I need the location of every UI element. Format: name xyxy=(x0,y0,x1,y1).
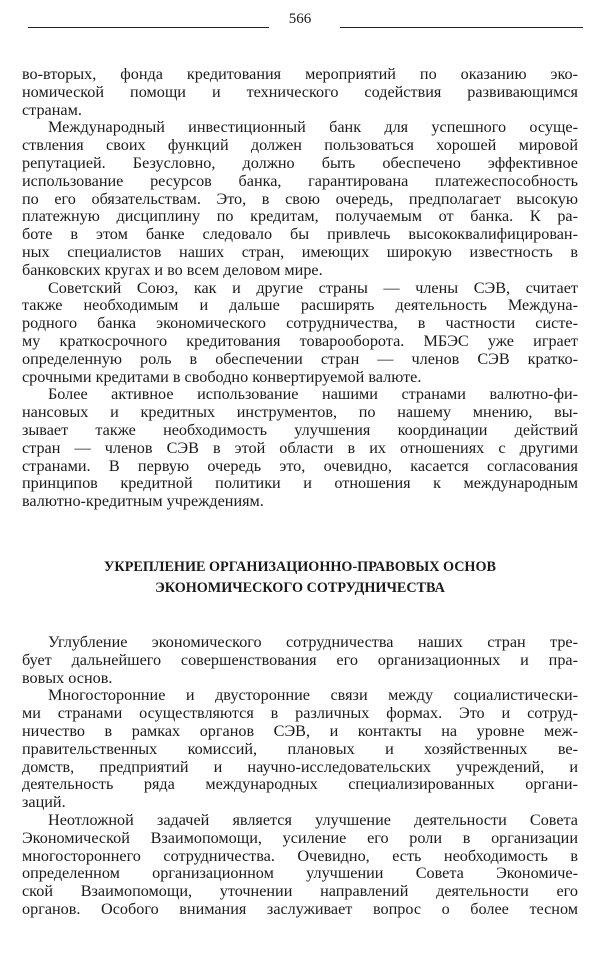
text-line: валютно-кредитным учреждениям. xyxy=(22,492,264,511)
text-line: ми странами осуществляются в различных формах. Это и сотруд- xyxy=(22,704,578,723)
text-line: стран — членов СЭВ в этой области в их отношениях с другими xyxy=(22,438,578,457)
text-line: нансовых и кредитных инструментов, по нашему мнению, вы- xyxy=(22,403,578,422)
text-line: родного банка экономического сотрудничества, в частности систе- xyxy=(22,314,578,333)
body-text-section-1 xyxy=(22,66,578,511)
paragraph xyxy=(22,386,578,511)
text-line: ничество в рамках органов СЭВ, и контакты на уровне меж- xyxy=(22,721,578,740)
text-line: Углубление экономического сотрудничества наших стран тре- xyxy=(48,633,578,651)
text-line: многостороннего сотрудничества. Очевидно, есть необходимость в xyxy=(22,846,578,865)
text-line: определенном организационном улучшении Совета Экономиче- xyxy=(22,864,578,883)
text-line: вовых основ. xyxy=(22,668,113,687)
text-line: по его обязательствам. Это, в свою очередь, предполагает высокую xyxy=(22,189,578,208)
text-line: деятельность ряда международных специализированных органи- xyxy=(22,775,578,794)
text-line: Советский Союз, как и другие страны — члены СЭВ, считает xyxy=(48,278,578,297)
text-line: Более активное использование нашими странами валютно-фи- xyxy=(48,385,578,404)
text-line: банковских кругах и во всем деловом мире. xyxy=(22,260,323,279)
text-line: зывает также необходимость улучшения координации действий xyxy=(22,420,578,439)
paragraph xyxy=(22,66,578,119)
section-heading-line-2: ЭКОНОМИЧЕСКОГО СОТРУДНИЧЕСТВА xyxy=(155,580,445,596)
text-line: платежную дисциплину по кредитам, получаемым от банка. К ра- xyxy=(22,207,578,226)
page-number: 566 xyxy=(288,11,312,27)
text-line: му краткосрочного кредитования товарооборота. МБЭС уже играет xyxy=(22,331,578,350)
paragraph xyxy=(22,119,578,279)
paragraph xyxy=(22,687,578,812)
text-line: ской Взаимопомощи, уточнении направлений деятельности его xyxy=(22,882,578,901)
paragraph xyxy=(22,280,578,387)
section-heading xyxy=(22,557,578,599)
text-line: боте в этом банке следовало бы привлечь высококвалифицирован- xyxy=(22,225,578,244)
paragraph xyxy=(22,812,578,919)
text-line: заций. xyxy=(22,793,66,812)
text-line: во-вторых, фонда кредитования мероприятий по оказанию эко- xyxy=(22,65,578,83)
section-heading-line-1: УКРЕПЛЕНИЕ ОРГАНИЗАЦИОННО-ПРАВОВЫХ ОСНОВ xyxy=(104,559,496,575)
text-line: правительственных комиссий, плановых и хозяйственных ве- xyxy=(22,739,578,758)
text-line: ных специалистов наших стран, имеющих широкую известность в xyxy=(22,242,578,261)
text-line: Многосторонние и двусторонние связи между социалистически- xyxy=(48,686,578,705)
text-line: номической помощи и технического содействия развивающимся xyxy=(22,82,578,101)
text-line: странами. В первую очередь это, очевидно, касается согласования xyxy=(22,456,578,475)
header-rule-right xyxy=(340,27,583,28)
text-line: срочными кредитами в свободно конвертируемой валюте. xyxy=(22,367,422,386)
text-line: принципов кредитной политики и отношения к международным xyxy=(22,474,578,493)
text-line: использование ресурсов банка, гарантирована платежеспособность xyxy=(22,171,578,190)
text-line: Экономической Взаимопомощи, усиление его роли в организации xyxy=(22,828,578,847)
text-line: Международный инвестиционный банк для успешного осуще- xyxy=(48,118,578,137)
text-line: бует дальнейшего совершенствования его организационных и пра- xyxy=(22,650,578,669)
text-line: органов. Особого внимания заслуживает вопрос о более тесном xyxy=(22,899,578,918)
text-line: определенную роль в обеспечении стран — членов СЭВ кратко- xyxy=(22,349,578,368)
text-line: ствления своих функций должен пользоваться хорошей мировой xyxy=(22,136,578,155)
paragraph xyxy=(22,634,578,687)
text-line: также необходимым и дальше расширять деятельность Междуна- xyxy=(22,296,578,315)
text-line: домств, предприятий и научно-исследовательских учреждений, и xyxy=(22,757,578,776)
text-line: репутацией. Безусловно, должно быть обеспечено эффективное xyxy=(22,153,578,172)
text-line: Неотложной задачей является улучшение деятельности Совета xyxy=(48,810,578,829)
text-line: странам. xyxy=(22,100,82,119)
body-text-section-2 xyxy=(22,634,578,919)
